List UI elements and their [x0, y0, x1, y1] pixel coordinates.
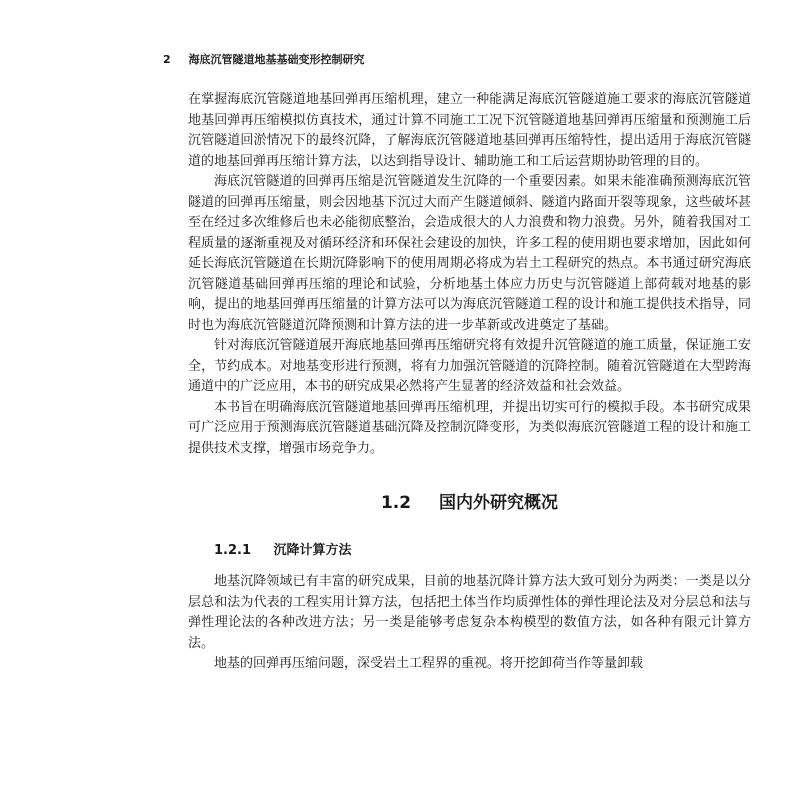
paragraph-2: 海底沉管隧道的回弹再压缩是沉管隧道发生沉降的一个重要因素。如果未能准确预测海底沉管隧道的回弹再压缩量，则会因地基下沉过大而产生隧道倾斜、隧道内路面开裂等现象，这些破坏甚至在经过多次维修后也未必能彻底整治，会造成很大的人力浪费和物力浪费。另外，随着我国对工程质量的逐渐重视及对循环经济和环保社会建设的加快，许多工程的使用期也要求增加，因此如何延长海底沉管隧道在长期沉降影响下的使用周期必将成为岩土工程研究的热点。本书通过研究海底沉管隧道基础回弹再压缩的理论和试验，分析地基土体应力历史与沉管隧道上部荷载对地基的影响，提出的地基回弹再压缩量的计算方法可以为海底沉管隧道工程的设计和施工提供技术指导，同时也为海底沉管隧道沉降预测和计算方法的进一步革新或改进奠定了基础。: [188, 174, 751, 333]
paragraph-1: 在掌握海底沉管隧道地基回弹再压缩机理，建立一种能满足海底沉管隧道施工要求的海底沉管隧道地基回弹再压缩模拟仿真技术，通过计算不同施工工况下沉管隧道地基回弹再压缩量和预测施工后沉管隧道回淤情况下的最终沉降，了解海底沉管隧道地基回弹再压缩特性，提出适用于海底沉管隧道的地基回弹再压缩计算方法，以达到指导设计、辅助施工和工后运营期协助管理的目的。: [188, 92, 751, 169]
subsection-number: 1.2.1: [214, 543, 252, 558]
paragraph-5: 地基沉降领域已有丰富的研究成果，目前的地基沉降计算方法大致可划分为两类：一类是以分层总和法为代表的工程实用计算方法，包括把土体当作均质弹性体的弹性理论法及对分层总和法与弹性理论法的各种改进方法；另一类是能够考虑复杂本构模型的数值方法，如各种有限元计算方法。: [188, 574, 751, 651]
subsection-title: 沉降计算方法: [273, 543, 352, 558]
running-head: [163, 51, 365, 67]
paragraph-4: 本书旨在明确海底沉管隧道地基回弹再压缩机理，并提出切实可行的模拟手段。本书研究成果可广泛应用于预测海底沉管隧道基础沉降及控制沉降变形，为类似海底沉管隧道工程的设计和施工提供技术支撑，增强市场竞争力。: [188, 399, 751, 456]
paragraph-6: 地基的回弹再压缩问题，深受岩土工程界的重视。将开挖卸荷当作等量卸载: [214, 656, 644, 671]
page-number: 2: [163, 53, 171, 66]
book-title: 海底沉管隧道地基基础变形控制研究: [188, 53, 365, 66]
subsection-heading: [188, 539, 751, 558]
section-title: 国内外研究概况: [439, 493, 559, 513]
section-heading: [188, 488, 751, 513]
page-body: [188, 90, 751, 675]
section-number: 1.2: [380, 493, 412, 513]
paragraph-3: 针对海底沉管隧道展开海底地基回弹再压缩研究将有效提升沉管隧道的施工质量，保证施工安全，节约成本。对地基变形进行预测，将有力加强沉管隧道的沉降控制。随着沉管隧道在大型跨海通道中的广泛应用，本书的研究成果必然将产生显著的经济效益和社会效益。: [188, 338, 751, 394]
